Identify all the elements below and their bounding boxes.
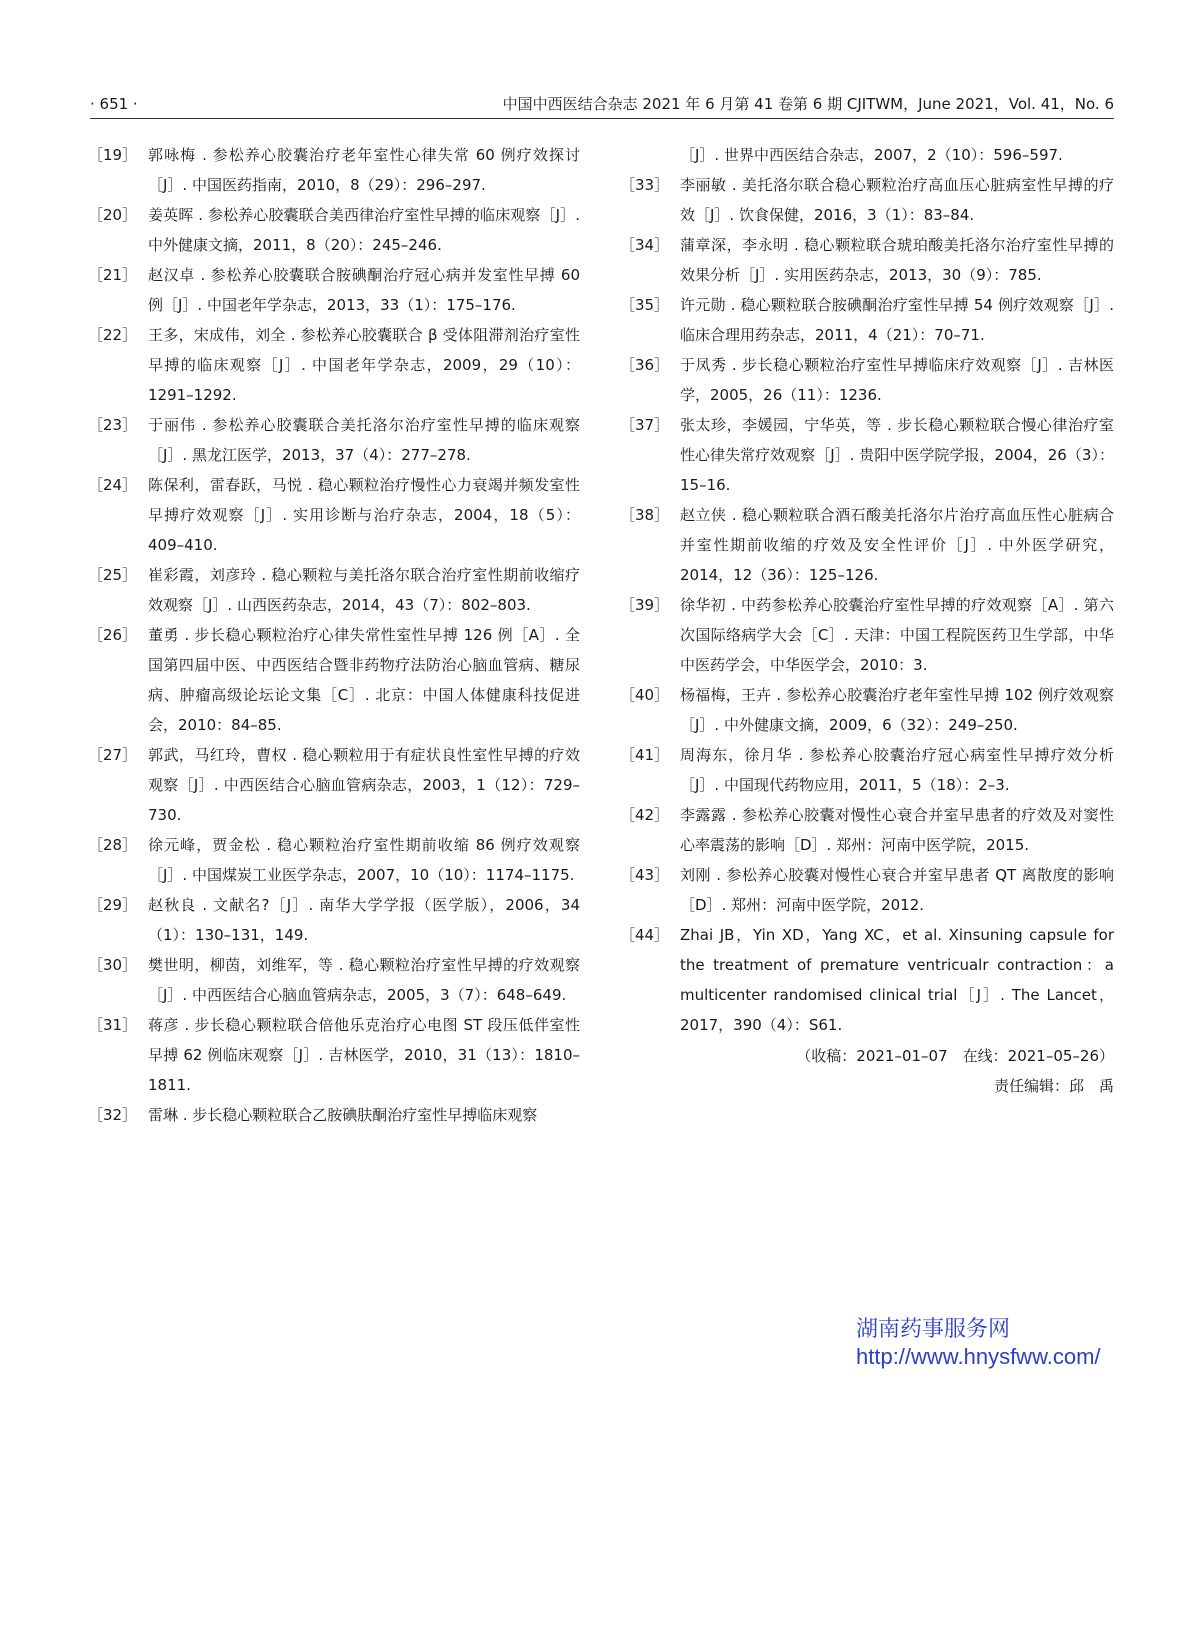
reference-text: 周海东，徐月华 . 参松养心胶囊治疗冠心病室性早搏疗效分析［J］. 中国现代药物应用，2011，5（18）：2–3. <box>680 746 1114 794</box>
reference-number: ［35］ <box>620 296 670 314</box>
reference-number: ［41］ <box>620 746 670 764</box>
reference-text: 赵立侠 . 稳心颗粒联合酒石酸美托洛尔片治疗高血压性心脏病合并室性期前收缩的疗效及安全性评价［J］. 中外医学研究，2014，12（36）：125–126. <box>680 506 1114 584</box>
reference-entry <box>88 620 580 740</box>
reference-entry <box>88 830 580 890</box>
reference-number: ［28］ <box>88 836 138 854</box>
reference-number: ［31］ <box>88 1016 138 1034</box>
reference-entry <box>88 260 580 320</box>
reference-text: 郭武，马红玲，曹权 . 稳心颗粒用于有症状良性室性早搏的疗效观察［J］. 中西医结合心脑血管病杂志，2003，1（12）：729–730. <box>148 746 580 824</box>
reference-text: 于凤秀 . 步长稳心颗粒治疗室性早搏临床疗效观察［J］. 吉林医学，2005，26（11）：1236. <box>680 356 1114 404</box>
reference-text: 李丽敏 . 美托洛尔联合稳心颗粒治疗高血压心脏病室性早搏的疗效［J］. 饮食保健，2016，3（1）：83–84. <box>680 176 1114 224</box>
reference-entry <box>620 680 1114 740</box>
reference-number: ［44］ <box>620 926 670 944</box>
reference-number: ［37］ <box>620 416 670 434</box>
reference-entry <box>620 740 1114 800</box>
watermark-site-name: 湖南药事服务网 <box>856 1317 1011 1342</box>
reference-entry <box>620 230 1114 290</box>
reference-entry <box>88 140 580 200</box>
reference-text: 雷琳 . 步长稳心颗粒联合乙胺碘肤酮治疗室性早搏临床观察 <box>148 1106 538 1124</box>
reference-entry <box>620 800 1114 860</box>
reference-list-right <box>620 170 1114 1040</box>
reference-number: ［36］ <box>620 356 670 374</box>
reference-number: ［25］ <box>88 566 138 584</box>
reference-number: ［27］ <box>88 746 138 764</box>
reference-text: 徐华初 . 中药参松养心胶囊治疗室性早搏的疗效观察［A］. 第六次国际络病学大会［C］. 天津：中国工程院医药卫生学部，中华中医药学会，中华医学会，2010：3. <box>680 596 1114 674</box>
reference-text: 姜英晖 . 参松养心胶囊联合美西律治疗室性早搏的临床观察［J］. 中外健康文摘，2011，8（20）：245–246. <box>148 206 580 254</box>
watermark-url[interactable]: http://www.hnysfww.com/ <box>856 1344 1101 1369</box>
reference-entry <box>88 470 580 560</box>
reference-text: Zhai JB，Yin XD，Yang XC，et al. Xinsuning capsule for the treatment of premature ventricualr contraction：a multicenter randomised clinical trial［J］. The Lancet，2017，390（4）：S61. <box>680 926 1114 1034</box>
reference-number: ［22］ <box>88 326 138 344</box>
reference-number: ［19］ <box>88 146 138 164</box>
reference-number: ［40］ <box>620 686 670 704</box>
journal-citation: 中国中西医结合杂志 2021 年 6 月第 41 卷第 6 期 CJITWM，June 2021，Vol. 41，No. 6 <box>502 95 1114 113</box>
left-column <box>88 140 580 1130</box>
received-online-dates: （收稿：2021–01–07 在线：2021–05–26） <box>796 1047 1114 1065</box>
reference-number: ［32］ <box>88 1106 138 1124</box>
reference-number: ［29］ <box>88 896 138 914</box>
reference-text: 赵秋良 . 文献名?［J］. 南华大学学报（医学版），2006，34（1）：130–131，149. <box>148 896 580 944</box>
reference-number: ［42］ <box>620 806 670 824</box>
reference-number: ［26］ <box>88 626 138 644</box>
responsible-editor: 责任编辑：邱 禹 <box>993 1077 1114 1095</box>
reference-text: 王多，宋成伟，刘全 . 参松养心胶囊联合 β 受体阻滞剂治疗室性早搏的临床观察［J］. 中国老年学杂志，2009，29（10）：1291–1292. <box>148 326 580 404</box>
reference-number: ［24］ <box>88 476 138 494</box>
reference-list-left <box>88 140 580 1130</box>
reference-entry <box>88 740 580 830</box>
reference-number: ［23］ <box>88 416 138 434</box>
reference-continuation: ［J］. 世界中西医结合杂志，2007，2（10）：596–597. <box>680 146 1063 164</box>
reference-text: 郭咏梅 . 参松养心胶囊治疗老年室性心律失常 60 例疗效探讨［J］. 中国医药指南，2010，8（29）：296–297. <box>148 146 580 194</box>
reference-number: ［43］ <box>620 866 670 884</box>
reference-number: ［21］ <box>88 266 138 284</box>
right-column <box>620 140 1114 1101</box>
reference-number: ［20］ <box>88 206 138 224</box>
reference-number: ［30］ <box>88 956 138 974</box>
reference-entry <box>620 590 1114 680</box>
reference-entry <box>620 290 1114 350</box>
reference-number: ［39］ <box>620 596 670 614</box>
reference-entry <box>620 500 1114 590</box>
reference-text: 徐元峰，贾金松 . 稳心颗粒治疗室性期前收缩 86 例疗效观察［J］. 中国煤炭工业医学杂志，2007，10（10）：1174–1175. <box>148 836 580 884</box>
reference-entry <box>620 170 1114 230</box>
reference-text: 许元勋 . 稳心颗粒联合胺碘酮治疗室性早搏 54 例疗效观察［J］. 临床合理用药杂志，2011，4（21）：70–71. <box>680 296 1114 344</box>
reference-number: ［38］ <box>620 506 670 524</box>
reference-text: 蒋彦 . 步长稳心颗粒联合倍他乐克治疗心电图 ST 段压低伴室性早搏 62 例临床观察［J］. 吉林医学，2010，31（13）：1810–1811. <box>148 1016 580 1094</box>
reference-entry <box>88 890 580 950</box>
running-header <box>90 92 1114 119</box>
reference-number: ［33］ <box>620 176 670 194</box>
reference-entry <box>620 860 1114 920</box>
reference-entry <box>88 1010 580 1100</box>
reference-entry <box>88 320 580 410</box>
reference-entry <box>88 200 580 260</box>
reference-text: 刘刚 . 参松养心胶囊对慢性心衰合并室早患者 QT 离散度的影响［D］. 郑州：河南中医学院，2012. <box>680 866 1114 914</box>
reference-text: 陈保利，雷春跃，马悦 . 稳心颗粒治疗慢性心力衰竭并频发室性早搏疗效观察［J］. 实用诊断与治疗杂志，2004，18（5）：409–410. <box>148 476 580 554</box>
reference-entry <box>620 410 1114 500</box>
reference-text: 蒲章深，李永明 . 稳心颗粒联合琥珀酸美托洛尔治疗室性早搏的效果分析［J］. 实用医药杂志，2013，30（9）：785. <box>680 236 1114 284</box>
reference-entry <box>620 350 1114 410</box>
watermark <box>856 1316 1101 1370</box>
reference-text: 樊世明，柳茵，刘维军，等 . 稳心颗粒治疗室性早搏的疗效观察［J］. 中西医结合心脑血管病杂志，2005，3（7）：648–649. <box>148 956 580 1004</box>
reference-text: 李露露 . 参松养心胶囊对慢性心衰合并室早患者的疗效及对窦性心率震荡的影响［D］. 郑州：河南中医学院，2015. <box>680 806 1114 854</box>
reference-entry <box>88 950 580 1010</box>
reference-text: 赵汉卓 . 参松养心胶囊联合胺碘酮治疗冠心病并发室性早搏 60 例［J］. 中国老年学杂志，2013，33（1）：175–176. <box>148 266 580 314</box>
reference-text: 董勇 . 步长稳心颗粒治疗心律失常性室性早搏 126 例［A］. 全国第四届中医、中西医结合暨非药物疗法防治心脑血管病、糖尿病、肿瘤高级论坛论文集［C］. 北京：中国人体健康科技促进会，2010：84–85. <box>148 626 580 734</box>
reference-entry <box>88 410 580 470</box>
reference-entry <box>88 1100 580 1130</box>
reference-text: 张太珍，李媛园，宁华英，等 . 步长稳心颗粒联合慢心律治疗室性心律失常疗效观察［J］. 贵阳中医学院学报，2004，26（3）：15–16. <box>680 416 1114 494</box>
reference-text: 崔彩霞，刘彦玲 . 稳心颗粒与美托洛尔联合治疗室性期前收缩疗效观察［J］. 山西医药杂志，2014，43（7）：802–803. <box>148 566 580 614</box>
reference-number: ［34］ <box>620 236 670 254</box>
reference-entry <box>88 560 580 620</box>
reference-text: 于丽伟 . 参松养心胶囊联合美托洛尔治疗室性早搏的临床观察［J］. 黑龙江医学，2013，37（4）：277–278. <box>148 416 580 464</box>
reference-entry <box>620 920 1114 1040</box>
page-number: · 651 · <box>90 95 138 113</box>
reference-text: 杨福梅，王卉 . 参松养心胶囊治疗老年室性早搏 102 例疗效观察［J］. 中外健康文摘，2009，6（32）：249–250. <box>680 686 1114 734</box>
